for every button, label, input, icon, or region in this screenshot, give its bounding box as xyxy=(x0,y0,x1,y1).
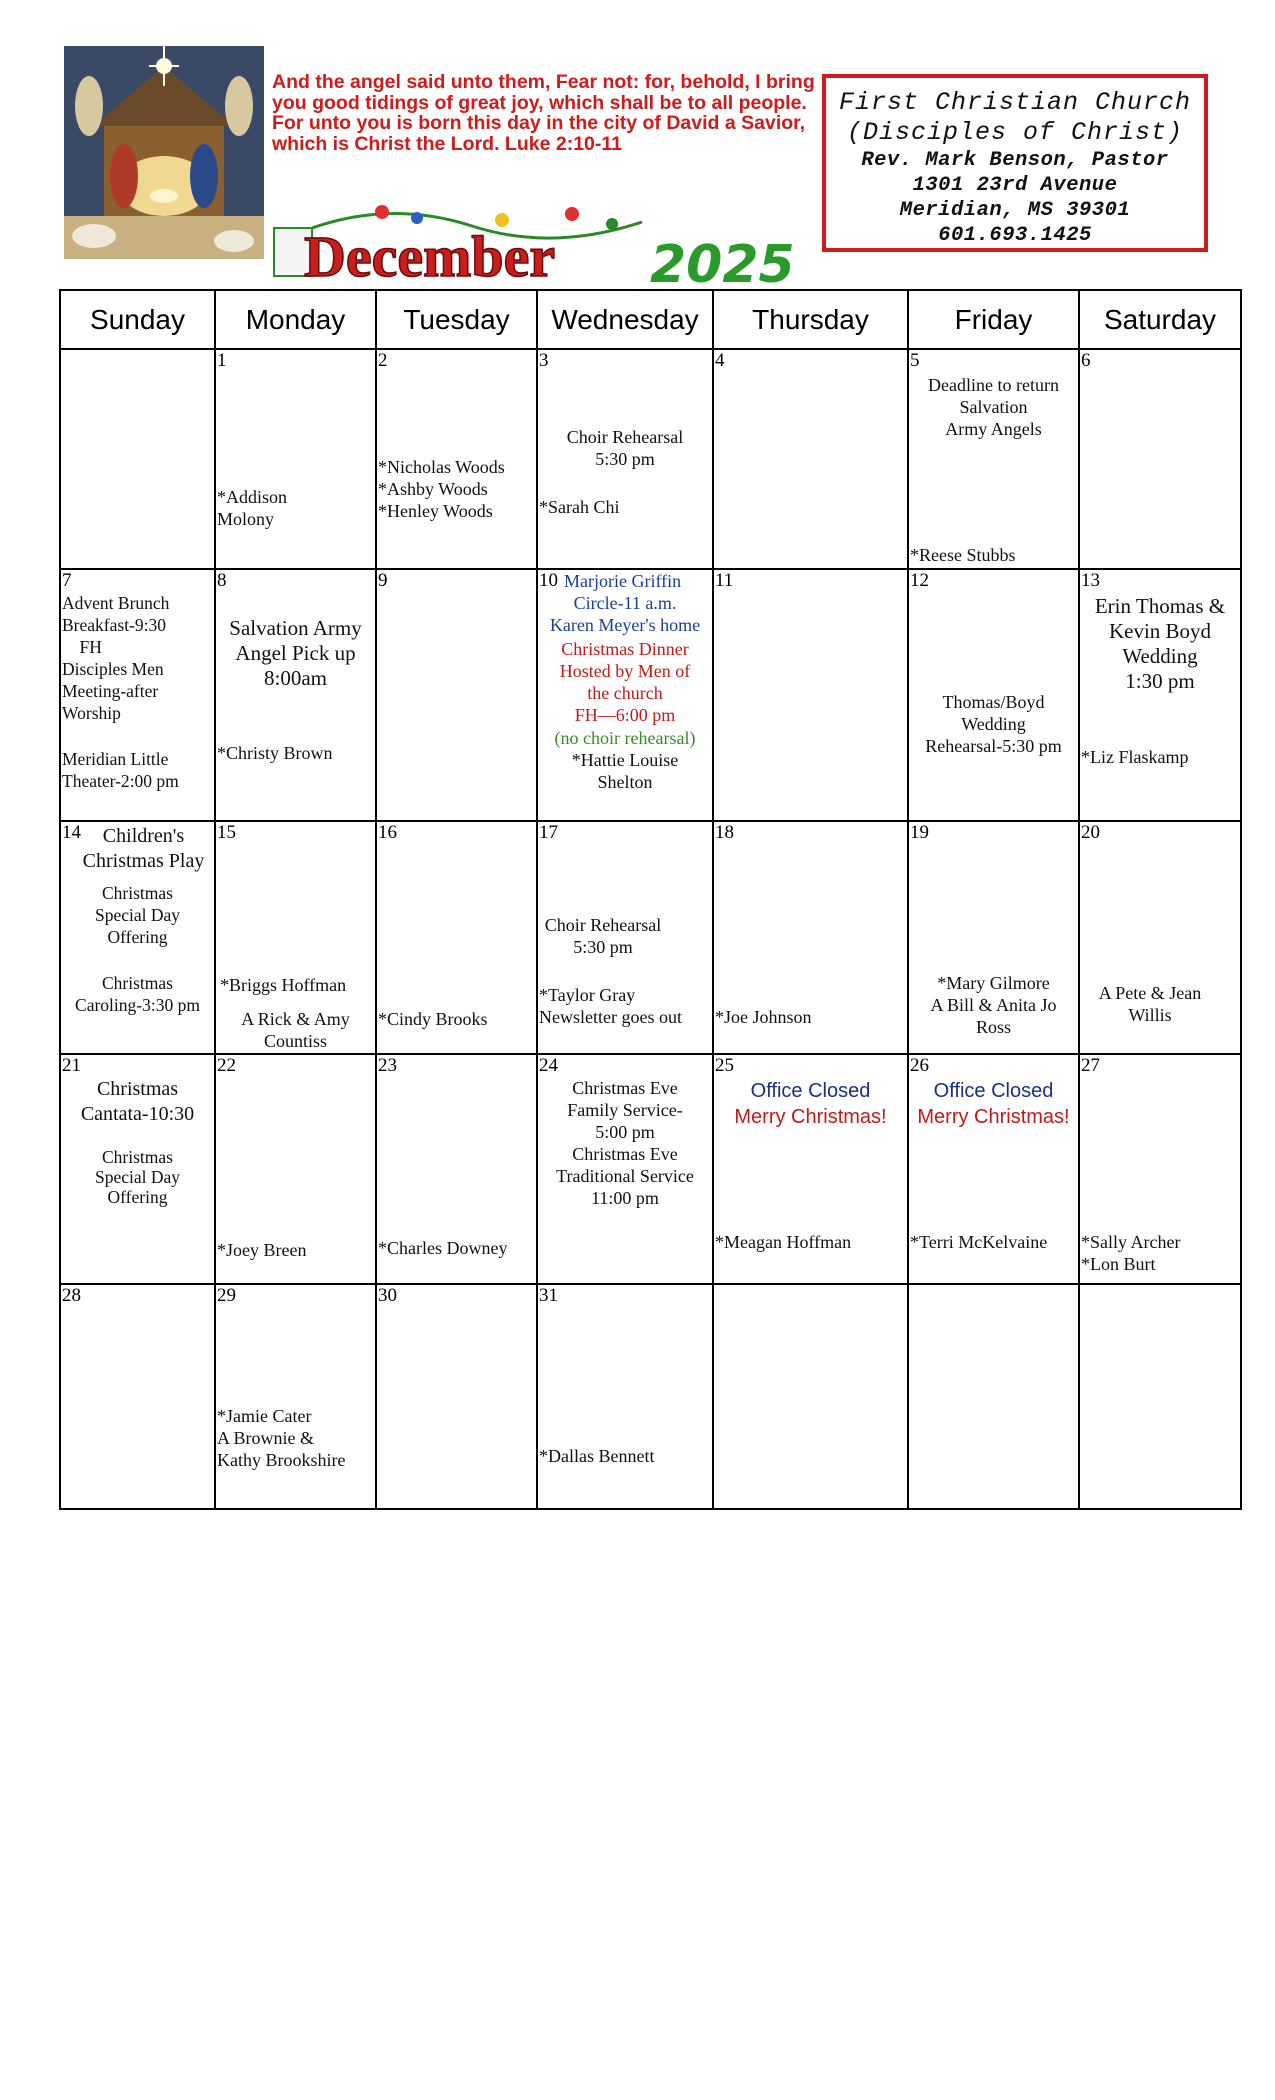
day-cell-28[interactable] xyxy=(60,1284,215,1509)
day-cell-13[interactable] xyxy=(1079,569,1241,821)
event-text: Erin Thomas & Kevin Boyd Wedding 1:30 pm xyxy=(1094,594,1226,693)
day-number: 11 xyxy=(715,570,734,591)
event-text-2: Christmas Caroling-3:30 pm xyxy=(75,973,200,1015)
event-text: Choir Rehearsal 5:30 pm xyxy=(566,427,684,469)
birthday-text: *Reese Stubbs xyxy=(910,545,1016,565)
church-info-box xyxy=(822,74,1208,252)
event-text-blue: Circle-11 a.m. xyxy=(573,593,677,613)
day-cell-16[interactable] xyxy=(376,821,537,1054)
day-cell-9[interactable] xyxy=(376,569,537,821)
event-text-blue: Marjorie Griffin xyxy=(564,571,682,591)
banner-month: December xyxy=(304,224,556,288)
day-number: 23 xyxy=(378,1055,397,1076)
day-cell-22[interactable] xyxy=(215,1054,376,1284)
month-banner xyxy=(272,198,832,288)
day-cell-empty xyxy=(60,349,215,569)
day-number: 8 xyxy=(217,570,227,591)
day-number: 17 xyxy=(539,822,558,843)
day-number: 30 xyxy=(378,1285,397,1306)
day-cell-empty xyxy=(713,1284,908,1509)
birthday-text: *Dallas Bennett xyxy=(539,1446,655,1466)
weekday-wednesday: Wednesday xyxy=(537,290,713,349)
day-cell-25[interactable] xyxy=(713,1054,908,1284)
day-cell-24[interactable] xyxy=(537,1054,713,1284)
day-number: 6 xyxy=(1081,350,1091,371)
birthday-text: *Meagan Hoffman xyxy=(715,1232,852,1252)
event-text: Thomas/Boyd Wedding Rehearsal-5:30 pm xyxy=(925,692,1062,756)
day-cell-23[interactable] xyxy=(376,1054,537,1284)
day-cell-11[interactable] xyxy=(713,569,908,821)
day-cell-30[interactable] xyxy=(376,1284,537,1509)
birthday-text: *Briggs Hoffman xyxy=(220,975,347,995)
day-number: 1 xyxy=(217,350,227,371)
office-closed-text: Office Closed xyxy=(933,1080,1054,1102)
day-cell-27[interactable] xyxy=(1079,1054,1241,1284)
day-cell-5[interactable] xyxy=(908,349,1079,569)
day-number: 16 xyxy=(378,822,397,843)
birthday-text: *Charles Downey xyxy=(378,1238,508,1258)
day-number: 18 xyxy=(715,822,734,843)
event-text: Salvation Army Angel Pick up 8:00am xyxy=(229,616,362,690)
birthday-text: *Joe Johnson xyxy=(715,1007,812,1027)
day-number: 27 xyxy=(1081,1055,1100,1076)
day-number: 22 xyxy=(217,1055,236,1076)
day-cell-1[interactable] xyxy=(215,349,376,569)
day-cell-2[interactable] xyxy=(376,349,537,569)
church-name: First Christian Church xyxy=(838,88,1192,117)
event-text-2: Meridian Little Theater-2:00 pm xyxy=(62,749,179,791)
week-row xyxy=(60,349,1241,569)
banner-year: 2025 xyxy=(650,235,795,288)
church-city: Meridian, MS 39301 xyxy=(899,199,1131,222)
birthday-text: *Christy Brown xyxy=(217,743,333,763)
weekday-friday: Friday xyxy=(908,290,1079,349)
church-pastor: Rev. Mark Benson, Pastor xyxy=(861,149,1169,172)
birthday-text: *Nicholas Woods *Ashby Woods *Henley Woods xyxy=(378,457,505,521)
event-text: Christmas Eve Family Service- 5:00 pm Christmas Eve Traditional Service 11:00 pm xyxy=(556,1078,694,1208)
day-cell-3[interactable] xyxy=(537,349,713,569)
day-number: 7 xyxy=(62,570,72,591)
calendar-grid xyxy=(59,289,1242,1510)
weekday-saturday: Saturday xyxy=(1079,290,1241,349)
event-text: Christmas Special Day Offering xyxy=(94,883,181,947)
day-cell-empty xyxy=(908,1284,1079,1509)
event-text: Advent Brunch Breakfast-9:30 FH Disciples Men Meeting-after Worship xyxy=(62,593,170,723)
anniversary-text: A Pete & Jean Willis xyxy=(1098,983,1202,1025)
birthday-text: *Jamie Cater A Brownie & Kathy Brookshire xyxy=(217,1406,346,1470)
day-cell-6[interactable] xyxy=(1079,349,1241,569)
day-number: 28 xyxy=(62,1285,81,1306)
birthday-text: *Mary Gilmore A Bill & Anita Jo Ross xyxy=(930,973,1057,1037)
day-number: 29 xyxy=(217,1285,236,1306)
day-cell-4[interactable] xyxy=(713,349,908,569)
day-cell-18[interactable] xyxy=(713,821,908,1054)
day-cell-8[interactable] xyxy=(215,569,376,821)
event-text-blue: Karen Meyer's home xyxy=(549,615,701,635)
day-number: 24 xyxy=(539,1055,558,1076)
day-number: 19 xyxy=(910,822,929,843)
weekday-sunday: Sunday xyxy=(60,290,215,349)
day-number: 31 xyxy=(539,1285,558,1306)
day-cell-7[interactable] xyxy=(60,569,215,821)
birthday-text: *Terri McKelvaine xyxy=(910,1232,1048,1252)
day-number: 15 xyxy=(217,822,236,843)
weekday-thursday: Thursday xyxy=(713,290,908,349)
scripture-verse: And the angel said unto them, Fear not: for, behold, I bring you good tidings of great joy, which shall be to all people. For unto you is born this day in the city of David a Savior, which is Christ the Lord. Luke 2:10-11 xyxy=(272,71,815,155)
day-cell-26[interactable] xyxy=(908,1054,1079,1284)
day-number: 5 xyxy=(910,350,920,371)
church-street: 1301 23rd Avenue xyxy=(912,174,1118,197)
week-row xyxy=(60,821,1241,1054)
birthday-text: *Taylor Gray Newsletter goes out xyxy=(539,985,682,1027)
day-cell-12[interactable] xyxy=(908,569,1079,821)
event-text: Deadline to return Salvation Army Angels xyxy=(928,375,1059,439)
week-row xyxy=(60,569,1241,821)
day-number: 21 xyxy=(62,1055,81,1076)
nativity-image xyxy=(64,46,264,259)
day-cell-19[interactable] xyxy=(908,821,1079,1054)
day-cell-17[interactable] xyxy=(537,821,713,1054)
weekday-monday: Monday xyxy=(215,290,376,349)
event-text: Choir Rehearsal 5:30 pm xyxy=(544,915,662,957)
day-number: 12 xyxy=(910,570,929,591)
birthday-text: *Sarah Chi xyxy=(539,497,620,517)
day-cell-14[interactable] xyxy=(60,821,215,1054)
birthday-text: *Hattie Louise Shelton xyxy=(571,750,679,792)
church-phone: 601.693.1425 xyxy=(938,224,1092,247)
day-number: 4 xyxy=(715,350,725,371)
merry-christmas-text: Merry Christmas! xyxy=(917,1106,1070,1128)
weekday-header-row xyxy=(60,290,1241,349)
day-number: 3 xyxy=(539,350,549,371)
day-cell-empty xyxy=(1079,1284,1241,1509)
day-number: 14 xyxy=(62,822,81,843)
day-cell-21[interactable] xyxy=(60,1054,215,1284)
day-cell-15[interactable] xyxy=(215,821,376,1054)
event-text: Christmas Special Day Offering xyxy=(94,1147,181,1207)
weekday-tuesday: Tuesday xyxy=(376,290,537,349)
day-number: 9 xyxy=(378,570,388,591)
birthday-text: *Joey Breen xyxy=(217,1240,307,1260)
day-number: 25 xyxy=(715,1055,734,1076)
event-text-green: (no choir rehearsal) xyxy=(554,728,696,748)
day-number: 26 xyxy=(910,1055,929,1076)
week-row xyxy=(60,1284,1241,1509)
birthday-text: *Sally Archer *Lon Burt xyxy=(1081,1232,1181,1274)
event-text-big: Christmas Cantata-10:30 xyxy=(80,1078,195,1125)
day-cell-31[interactable] xyxy=(537,1284,713,1509)
birthday-text: *Cindy Brooks xyxy=(378,1009,488,1029)
day-cell-29[interactable] xyxy=(215,1284,376,1509)
day-cell-20[interactable] xyxy=(1079,821,1241,1054)
event-text-big: Children's Christmas Play xyxy=(82,825,205,872)
day-number: 13 xyxy=(1081,570,1100,591)
birthday-text: *Addison Molony xyxy=(217,487,288,529)
week-row xyxy=(60,1054,1241,1284)
day-number: 2 xyxy=(378,350,388,371)
event-text-red: Christmas Dinner Hosted by Men of the church FH—6:00 pm xyxy=(559,639,691,725)
anniversary-text: A Rick & Amy Countiss xyxy=(241,1009,350,1051)
office-closed-text: Office Closed xyxy=(750,1080,871,1102)
day-cell-10[interactable] xyxy=(537,569,713,821)
church-denomination: (Disciples of Christ) xyxy=(846,118,1184,147)
birthday-text: *Liz Flaskamp xyxy=(1081,747,1189,767)
day-number: 20 xyxy=(1081,822,1100,843)
day-number: 10 xyxy=(539,570,558,591)
merry-christmas-text: Merry Christmas! xyxy=(734,1106,887,1128)
